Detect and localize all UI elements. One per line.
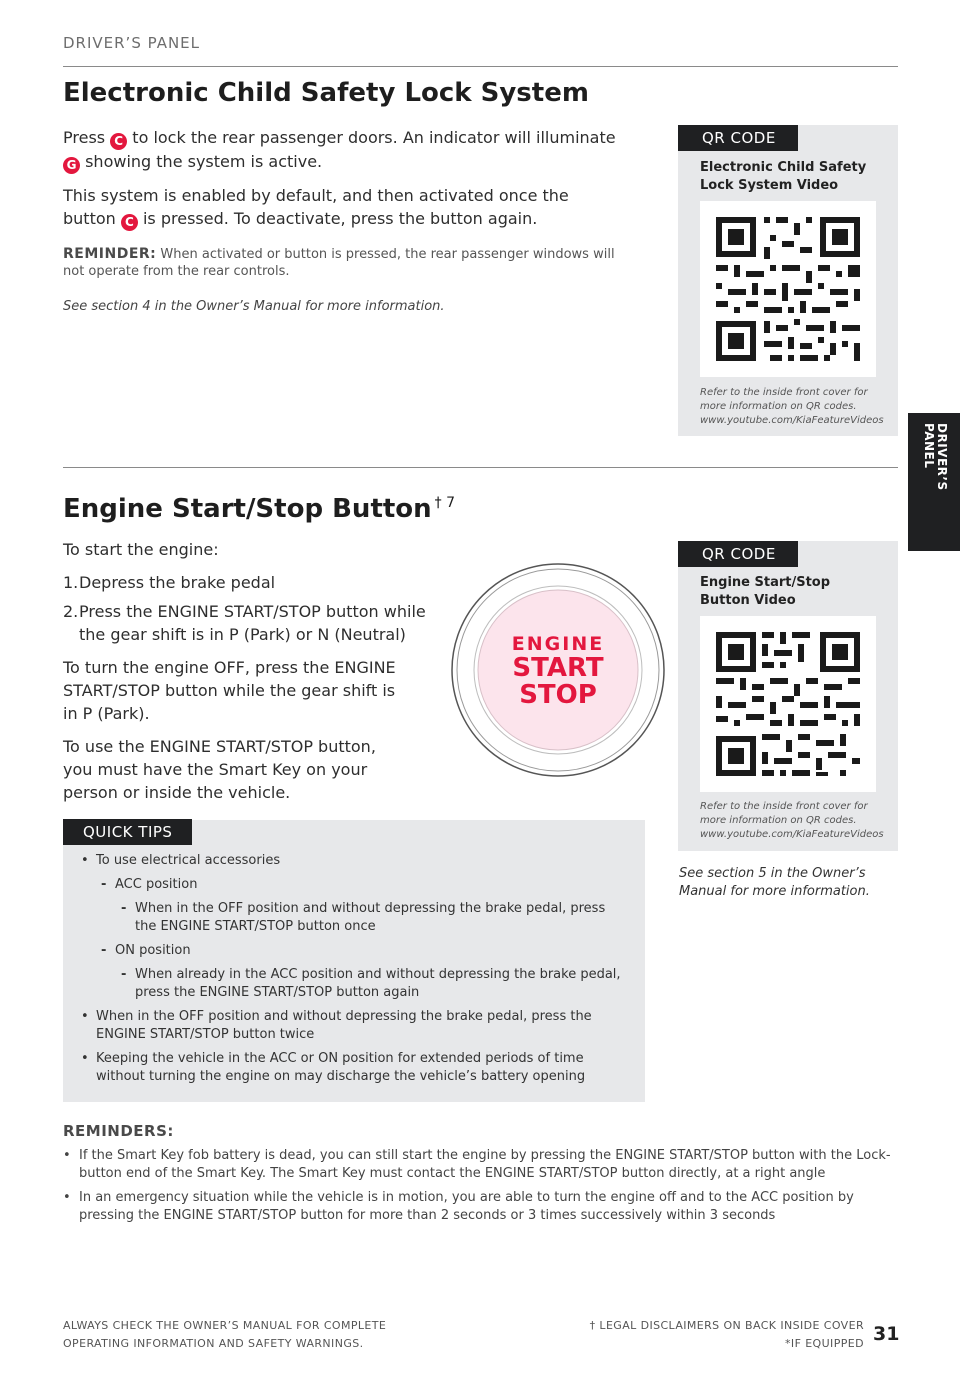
tip-3 [81, 1050, 626, 1086]
badge-g: G [63, 157, 80, 174]
engine-button-line-2: START [512, 653, 604, 683]
p1-text-c: showing the system is active. [85, 152, 323, 171]
qr-code-tag: QR CODE [678, 125, 798, 151]
side-tab-line-2: PANEL [922, 423, 936, 469]
qr2-note-line-1: Refer to the inside front cover for [700, 801, 868, 812]
qr-title [700, 159, 866, 195]
side-tab-drivers-panel[interactable] [908, 413, 960, 551]
tip-1a1-text: When in the OFF position and without depressing the brake pedal, press the ENGINE START/STOP button once [135, 901, 606, 934]
footer-disclaimer-line-2: *IF EQUIPPED [785, 1337, 864, 1350]
p2-text-a: This system is enabled by default, and then activated once the button [63, 186, 569, 228]
footer-warning-line-2: OPERATING INFORMATION AND SAFETY WARNINGS. [63, 1337, 364, 1350]
engine-button-line-3: STOP [519, 680, 597, 710]
step-1-number: 1. [63, 573, 79, 592]
tip-1-text: To use electrical accessories [96, 853, 281, 868]
qr-note-line-1: Refer to the inside front cover for [700, 387, 868, 398]
qr-code-image[interactable] [700, 201, 876, 377]
tip-1a-text: ACC position [115, 877, 198, 892]
reminders-list [63, 1147, 893, 1225]
quick-tips-tag: QUICK TIPS [63, 819, 192, 845]
tip-2 [81, 1008, 626, 1044]
reminder-1-text: If the Smart Key fob battery is dead, you can still start the engine by pressing the ENGINE START/STOP button with the Lock-button end of the Smart Key. The Smart Key must contact the ENGINE START/STOP button directly, at a right angle [79, 1148, 891, 1181]
step-2-text: Press the ENGINE START/STOP button while the gear shift is in P (Park) or N (Neutral) [79, 602, 426, 644]
footer-warning [63, 1317, 386, 1353]
engine-smartkey-text: To use the ENGINE START/STOP button, you must have the Smart Key on your person or inside the vehicle. [63, 737, 376, 802]
side-tab-label [922, 423, 948, 491]
reminder-1 [63, 1147, 893, 1183]
dash-icon: - [121, 967, 127, 982]
tip-3-text: Keeping the vehicle in the ACC or ON position for extended periods of time without turning the engine on may discharge the vehicle’s battery opening [96, 1051, 586, 1084]
engine-body [63, 538, 433, 814]
child-lock-paragraph-2 [63, 184, 623, 231]
badge-c: C [110, 133, 127, 150]
child-lock-reminder [63, 246, 633, 280]
tip-1b [101, 942, 626, 960]
bullet-icon: • [81, 853, 89, 868]
qr-title-line-1: Electronic Child Safety [700, 160, 867, 175]
tip-1 [81, 852, 626, 870]
child-lock-paragraph-1 [63, 126, 623, 174]
header-divider [63, 66, 898, 67]
reminders-label: REMINDERS: [63, 1122, 174, 1140]
engine-start-stop-button-illustration [448, 560, 668, 780]
tip-1b-text: ON position [115, 943, 191, 958]
qr-note [700, 386, 884, 428]
see-section-5 [679, 865, 870, 901]
tip-1b1-text: When already in the ACC position and without depressing the brake pedal, press the ENGINE START/STOP button again [135, 967, 621, 1000]
engine-step-2 [63, 600, 433, 646]
qr-code-icon [700, 201, 876, 377]
qr-title-2 [700, 574, 830, 610]
footer-warning-line-1: ALWAYS CHECK THE OWNER’S MANUAL FOR COMPLETE [63, 1319, 387, 1332]
reminder-2-text: In an emergency situation while the vehicle is in motion, you are able to turn the engine off and to the ACC position by pressing the ENGINE START/STOP button for more than 2 seconds or 3 times successively within 3 seconds [79, 1190, 854, 1223]
tip-1b1 [121, 966, 626, 1002]
engine-off-text: To turn the engine OFF, press the ENGINE START/STOP button while the gear shift is in P (Park). [63, 658, 396, 723]
reminder-2 [63, 1189, 893, 1225]
child-lock-body [63, 126, 623, 241]
engine-title-text: Engine Start/Stop Button [63, 494, 432, 524]
side-tab-line-1: DRIVER’S [935, 423, 949, 491]
section-label: DRIVER’S PANEL [63, 34, 201, 52]
page-number: 31 [873, 1323, 900, 1345]
qr2-title-line-1: Engine Start/Stop [700, 575, 831, 590]
dash-icon: - [101, 943, 107, 958]
qr2-note-line-2: more information on QR codes. [700, 815, 857, 826]
engine-intro: To start the engine: [63, 540, 219, 559]
p2-text-b: is pressed. To deactivate, press the button again. [142, 209, 538, 228]
engine-title-footnote: † 7 [434, 495, 456, 511]
p1-text-b: to lock the rear passenger doors. An indicator will illuminate [132, 128, 616, 147]
dash-icon: - [101, 877, 107, 892]
tip-1a1 [121, 900, 626, 936]
engine-step-1 [63, 571, 433, 594]
badge-c-2: C [121, 214, 138, 231]
bullet-icon: • [81, 1051, 89, 1066]
qr-note-line-2: more information on QR codes. [700, 401, 857, 412]
qr2-note-url[interactable]: www.youtube.com/KiaFeatureVideos [700, 829, 884, 840]
dash-icon: - [121, 901, 127, 916]
qr-code-icon-2 [700, 616, 876, 792]
bullet-icon: • [63, 1190, 71, 1205]
see-section-5-line-2: Manual for more information. [679, 884, 870, 899]
qr-code-tag-2: QR CODE [678, 541, 798, 567]
qr2-title-line-2: Button Video [700, 593, 796, 608]
footer-disclaimers [590, 1317, 864, 1353]
child-lock-title: Electronic Child Safety Lock System [63, 78, 589, 108]
footer-disclaimer-line-1: † LEGAL DISCLAIMERS ON BACK INSIDE COVER [589, 1319, 864, 1332]
bullet-icon: • [81, 1009, 89, 1024]
quick-tips-list [81, 852, 626, 1086]
step-2-number: 2. [63, 602, 79, 621]
tip-1a [101, 876, 626, 894]
tip-2-text: When in the OFF position and without depressing the brake pedal, press the ENGINE START/STOP button twice [96, 1009, 592, 1042]
see-section-4: See section 4 in the Owner’s Manual for more information. [63, 299, 445, 314]
engine-button-label [448, 633, 668, 709]
engine-title [63, 494, 455, 524]
qr-title-line-2: Lock System Video [700, 178, 839, 193]
p1-text-a: Press [63, 128, 106, 147]
section-divider [63, 467, 898, 468]
bullet-icon: • [63, 1148, 71, 1163]
qr-code-image-2[interactable] [700, 616, 876, 792]
reminder-label: REMINDER: [63, 246, 157, 262]
reminder-text: When activated or button is pressed, the rear passenger windows will not operate from the rear controls. [63, 247, 615, 279]
qr-panel-engine [678, 541, 898, 851]
qr-note-2 [700, 800, 884, 842]
step-1-text: Depress the brake pedal [79, 573, 276, 592]
qr-note-url[interactable]: www.youtube.com/KiaFeatureVideos [700, 415, 884, 426]
qr-panel-child-lock [678, 125, 898, 436]
engine-button-line-1: ENGINE [511, 633, 605, 655]
see-section-5-line-1: See section 5 in the Owner’s [679, 866, 866, 881]
quick-tips-panel [63, 820, 645, 1102]
